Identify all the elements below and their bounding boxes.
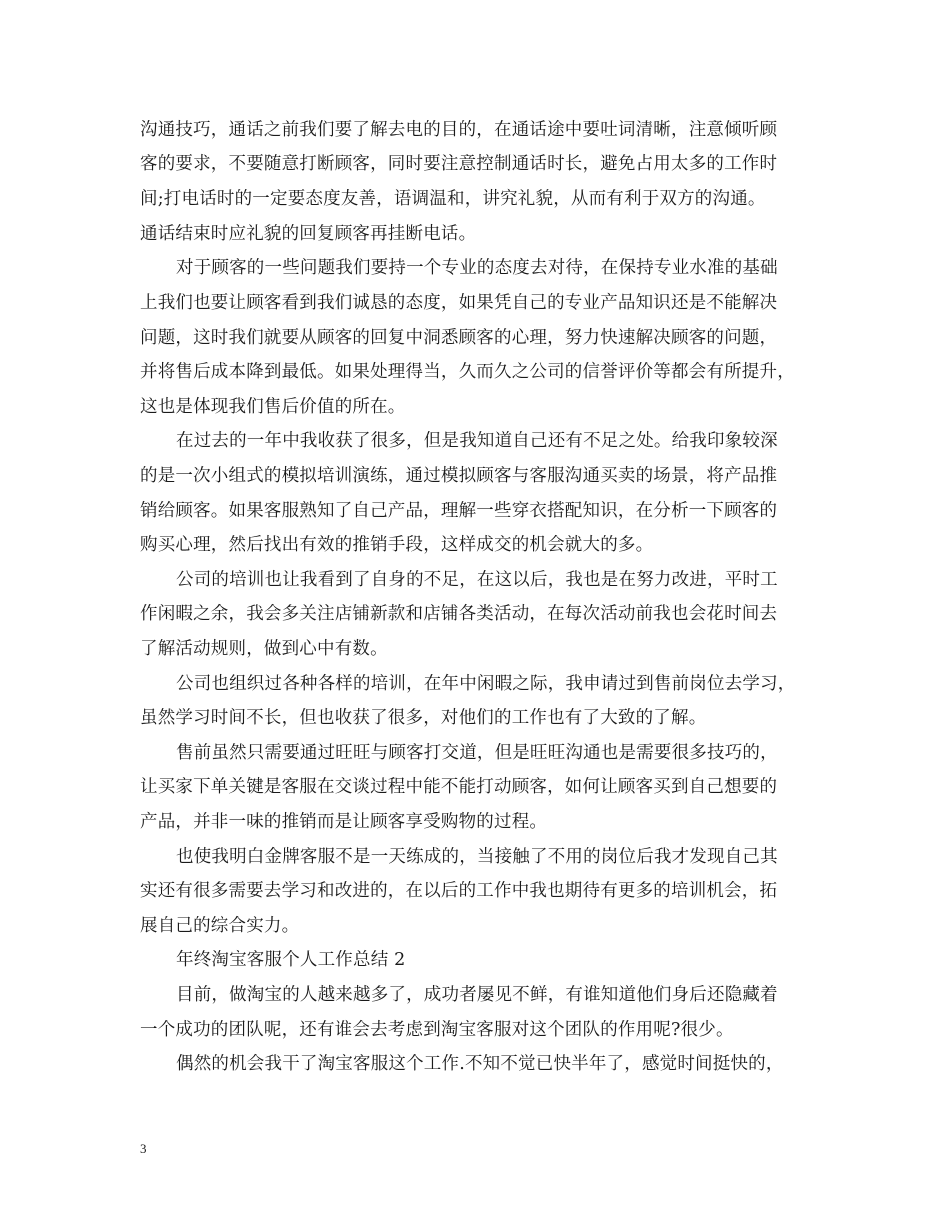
text-line: 的是一次小组式的模拟培训演练，通过模拟顾客与客服沟通买卖的场景，将产品推	[140, 466, 778, 486]
text-line: 这也是体现我们售后价值的所在。	[140, 397, 406, 417]
text-line: 公司也组织过各种各样的培训，在年中闲暇之际，我申请过到售前岗位去学习，	[176, 674, 796, 694]
text-line: 间;打电话时的一定要态度友善，语调温和，讲究礼貌，从而有利于双方的沟通。	[140, 189, 766, 209]
text-line: 上我们也要让顾客看到我们诚恳的态度，如果凭自己的专业产品知识还是不能解决	[140, 293, 778, 313]
text-line: 了解活动规则，做到心中有数。	[140, 639, 388, 659]
text-line: 并将售后成本降到最低。如果处理得当，久而久之公司的信誉评价等都会有所提升，	[140, 362, 795, 382]
text-line: 客的要求，不要随意打断顾客，同时要注意控制通话时长，避免占用太多的工作时	[140, 154, 778, 174]
page-number: 3	[140, 1141, 147, 1156]
text-line: 销给顾客。如果客服熟知了自己产品，理解一些穿衣搭配知识，在分析一下顾客的	[140, 501, 778, 521]
text-line: 展自己的综合实力。	[140, 916, 300, 936]
text-line: 公司的培训也让我看到了自身的不足，在这以后，我也是在努力改进，平时工	[176, 570, 778, 590]
text-line: 沟通技巧，通话之前我们要了解去电的目的，在通话途中要吐词清晰，注意倾听顾	[140, 120, 778, 140]
text-line: 购买心理，然后找出有效的推销手段，这样成交的机会就大的多。	[140, 535, 654, 555]
section-heading: 年终淘宝客服个人工作总结 2	[176, 950, 406, 970]
text-line: 售前虽然只需要通过旺旺与顾客打交道，但是旺旺沟通也是需要很多技巧的，	[176, 743, 778, 763]
text-line: 让买家下单关键是客服在交谈过程中能不能打动顾客，如何让顾客买到自己想要的	[140, 777, 778, 797]
text-line: 通话结束时应礼貌的回复顾客再挂断电话。	[140, 224, 477, 244]
text-line: 对于顾客的一些问题我们要持一个专业的态度去对待，在保持专业水准的基础	[176, 258, 778, 278]
text-line: 产品，并非一味的推销而是让顾客享受购物的过程。	[140, 812, 548, 832]
text-line: 也使我明白金牌客服不是一天练成的，当接触了不用的岗位后我才发现自己其	[176, 847, 778, 867]
text-line: 目前，做淘宝的人越来越多了，成功者屡见不鲜，有谁知道他们身后还隐藏着	[176, 985, 778, 1005]
text-line: 偶然的机会我干了淘宝客服这个工作.不知不觉已快半年了，感觉时间挺快的，	[176, 1054, 784, 1074]
text-line: 作闲暇之余，我会多关注店铺新款和店铺各类活动，在每次活动前我也会花时间去	[140, 604, 778, 624]
text-line: 一个成功的团队呢，还有谁会去考虑到淘宝客服对这个团队的作用呢?很少。	[140, 1020, 734, 1040]
text-line: 问题，这时我们就要从顾客的回复中洞悉顾客的心理，努力快速解决顾客的问题，	[140, 328, 778, 348]
text-line: 实还有很多需要去学习和改进的，在以后的工作中我也期待有更多的培训机会，拓	[140, 881, 778, 901]
text-line: 虽然学习时间不长，但也收获了很多，对他们的工作也有了大致的了解。	[140, 708, 707, 728]
text-line: 在过去的一年中我收获了很多，但是我知道自己还有不足之处。给我印象较深	[176, 431, 778, 451]
